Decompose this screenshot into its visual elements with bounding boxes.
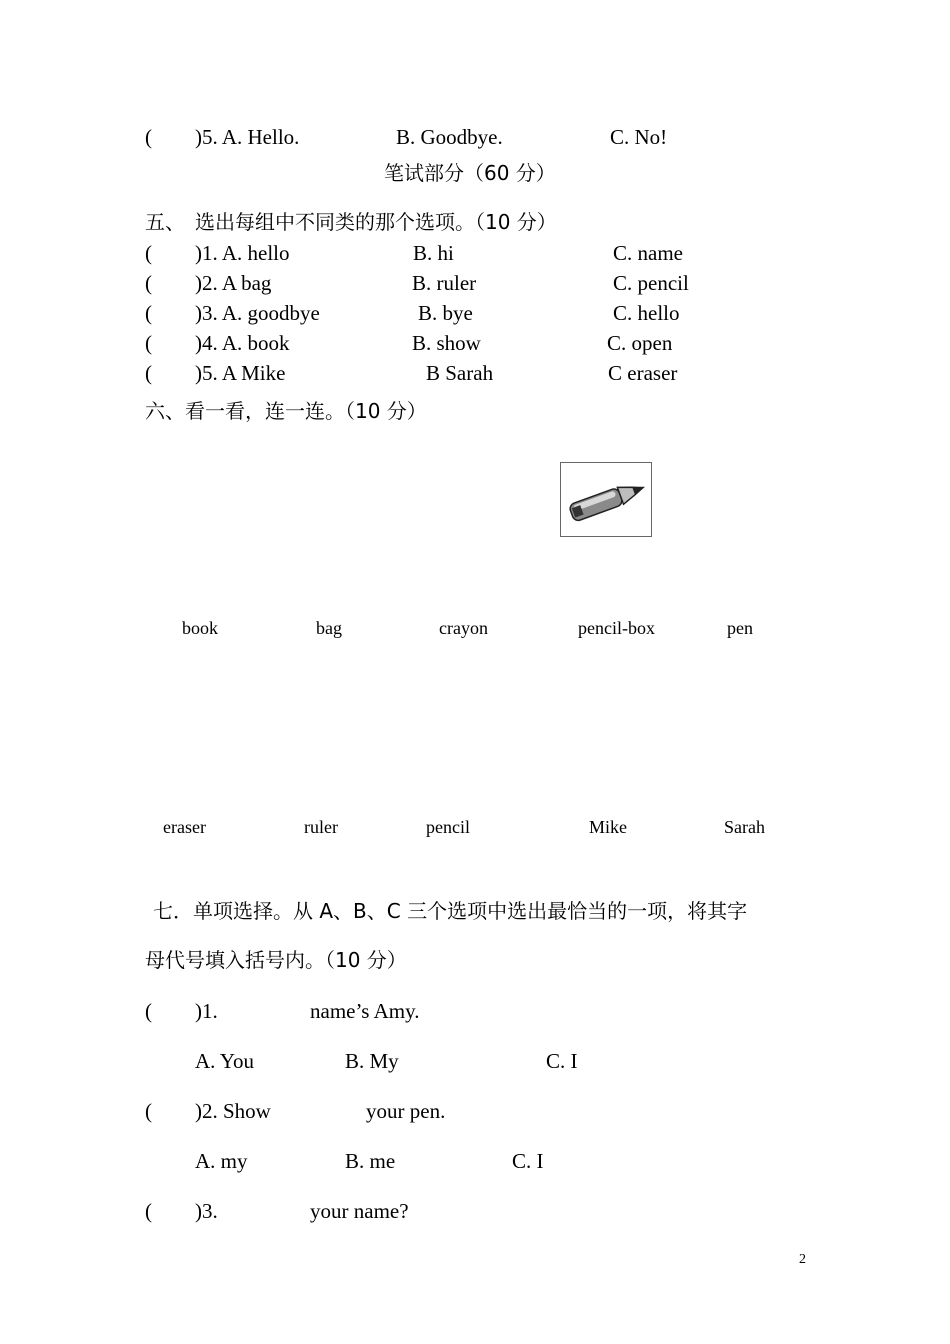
match-word: pen (727, 618, 753, 638)
match-word: crayon (439, 618, 488, 638)
section6-title: 六、看一看，连一连。（10 分） (145, 399, 427, 423)
question-number: )2. Show (195, 1099, 271, 1123)
answer-paren: ( (145, 999, 152, 1023)
option-c: C. hello (613, 301, 680, 325)
option-b: B. ruler (412, 271, 477, 295)
option-b: B. Goodbye. (396, 125, 503, 149)
option-a: A. You (195, 1049, 254, 1073)
option-c: C. I (546, 1049, 578, 1073)
option-c: C. name (613, 241, 683, 265)
answer-paren: ( (145, 1199, 152, 1223)
option-b: B. My (345, 1049, 399, 1073)
match-word: Sarah (724, 817, 765, 837)
match-word: bag (316, 618, 342, 638)
option-c: C eraser (608, 361, 678, 385)
question-number: )1. A. hello (195, 241, 290, 265)
page-number: 2 (799, 1252, 806, 1267)
answer-paren: ( (145, 301, 152, 325)
match-word: Mike (589, 817, 627, 837)
question-number: )4. A. book (195, 331, 290, 355)
crayon-picture-icon (560, 462, 652, 537)
question-number: )3. A. goodbye (195, 301, 320, 325)
option-c: C. I (512, 1149, 544, 1173)
option-c: C. open (607, 331, 673, 355)
match-word: pencil (426, 817, 470, 837)
option-b: B. me (345, 1149, 396, 1173)
question-text: name’s Amy. (310, 999, 420, 1023)
option-b: B. bye (418, 301, 473, 325)
match-word: ruler (304, 817, 338, 837)
section5-title: 五、 选出每组中不同类的那个选项。（10 分） (145, 210, 557, 234)
answer-paren: ( (145, 331, 152, 355)
match-word: book (182, 618, 218, 638)
section7-title-cont: 母代号填入括号内。（10 分） (145, 948, 407, 972)
section7-title: 七．单项选择。从 A、B、C 三个选项中选出最恰当的一项，将其字 (153, 899, 748, 923)
option-b: B. hi (413, 241, 454, 265)
option-c: C. No! (610, 125, 668, 149)
question-text: your pen. (366, 1099, 446, 1123)
answer-paren: ( (145, 271, 152, 295)
option-a: A. my (195, 1149, 248, 1173)
answer-paren: ( (145, 1099, 152, 1123)
answer-paren: ( (145, 125, 152, 149)
option-b: B Sarah (426, 361, 494, 385)
question-number: )3. (195, 1199, 218, 1223)
written-section-title: 笔试部分（60 分） (384, 161, 556, 185)
option-b: B. show (412, 331, 481, 355)
option-c: C. pencil (613, 271, 689, 295)
answer-paren: ( (145, 361, 152, 385)
question-number: )5. A. Hello. (195, 125, 300, 149)
question-number: )1. (195, 999, 218, 1023)
question-text: your name? (310, 1199, 409, 1223)
match-word: eraser (163, 817, 206, 837)
answer-paren: ( (145, 241, 152, 265)
question-number: )5. A Mike (195, 361, 286, 385)
match-word: pencil-box (578, 618, 655, 638)
question-number: )2. A bag (195, 271, 272, 295)
